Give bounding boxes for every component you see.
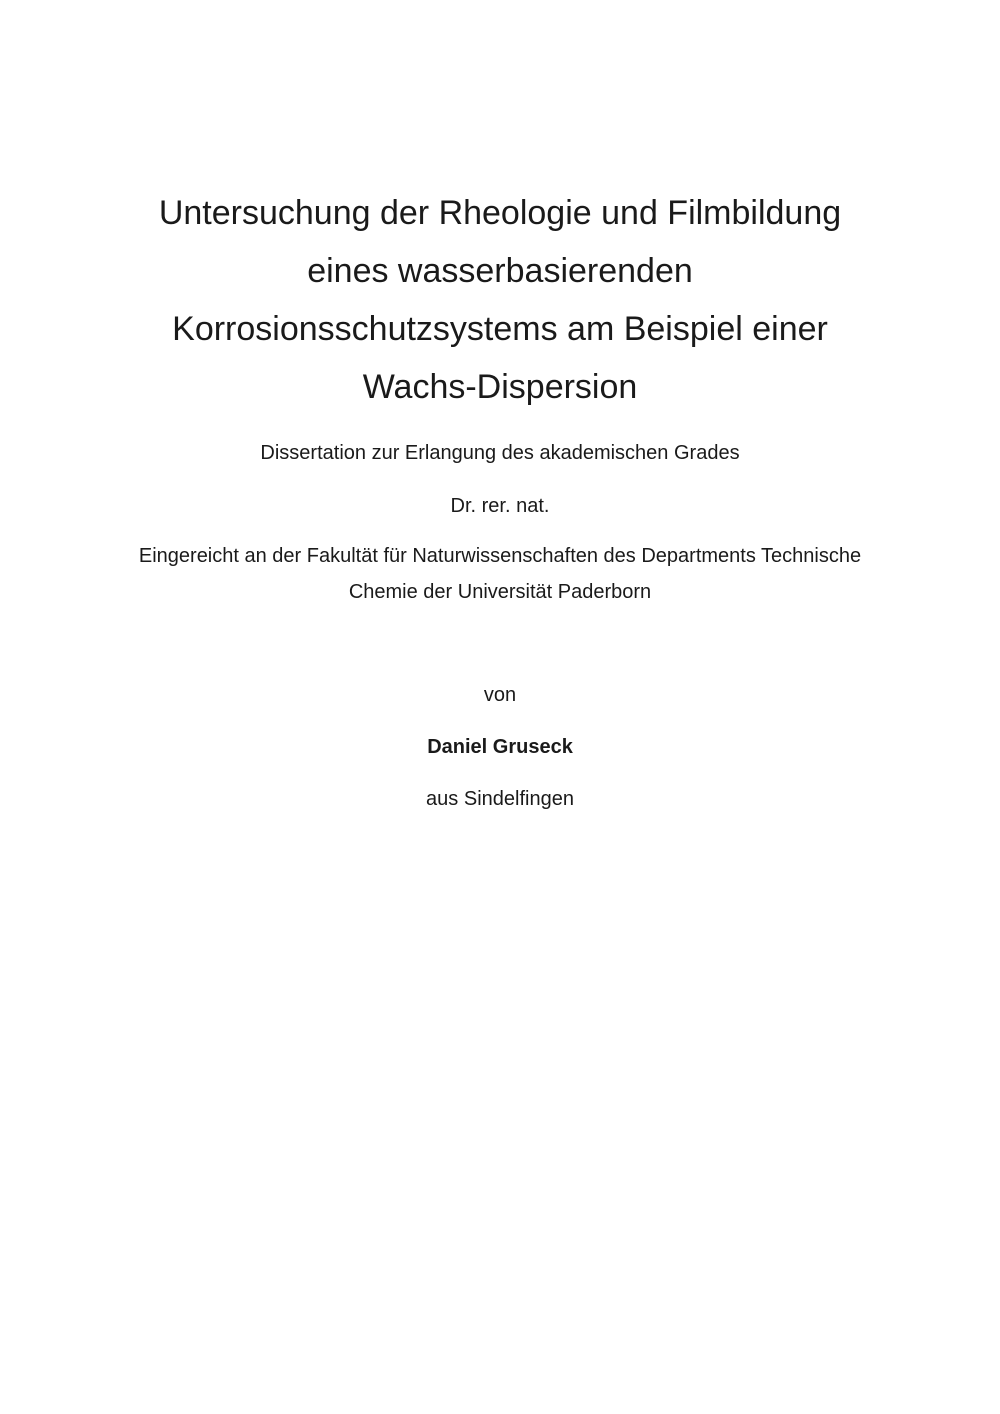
author-name: Daniel Gruseck xyxy=(427,736,573,758)
title-line-1: Untersuchung der Rheologie und Filmbildung xyxy=(158,194,842,232)
degree: Dr. rer. nat. xyxy=(450,495,550,517)
submission-line-2: Chemie der Universität Paderborn xyxy=(348,581,652,603)
title-line-2: eines wasserbasierenden xyxy=(307,252,693,290)
dissertation-line: Dissertation zur Erlangung des akademischen Grades xyxy=(260,442,740,464)
submission-line-1: Eingereicht an der Fakultät für Naturwissenschaften des Departments Technische xyxy=(138,545,862,567)
title-line-3: Korrosionsschutzsystems am Beispiel einer xyxy=(172,310,828,348)
author-origin: aus Sindelfingen xyxy=(426,788,574,810)
title-line-4: Wachs-Dispersion xyxy=(362,368,638,406)
by-label: von xyxy=(483,684,517,706)
